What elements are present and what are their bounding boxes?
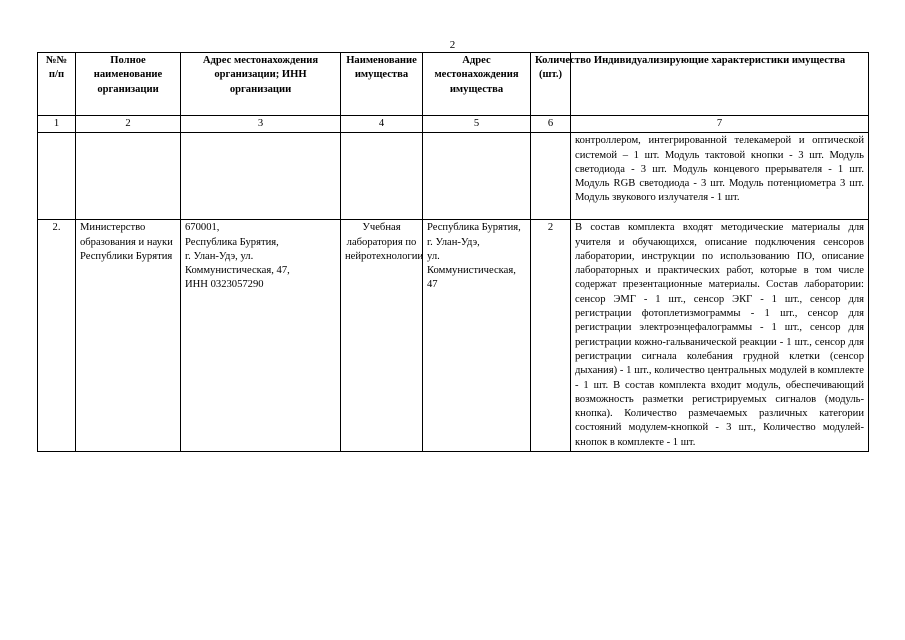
header-org-name: Полное наименование организации bbox=[76, 53, 181, 116]
column-number: 1 bbox=[38, 116, 76, 133]
characteristics-cell: В состав комплекта входят методические материалы для учителя и обучающихся, описание подключения сенсоров лаборатории, инструкции по использованию ПО, описание лабораторных и практических работ, которые в том числе содержат презентационные материалы. Состав лаборатории: сенсор ЭМГ - 1 шт., сенсор ЭКГ - 1 шт., сенсор для регистрации фотоплетизмограммы - 1 шт., сенсор для регистрации электроэнцефалограммы - 1 шт., сенсор для регистрации кожно-гальванической реакции - 1 шт., сенсор для регистрации сигнала колебания грудной клетки (сенсор дыхания) - 1 шт., количество центральных модулей в комплекте - 1 шт. В состав комплекта входит модуль, обеспечивающий возможность разметки регистрируемых сигналов (модуль-кнопка). Количество размечаемых различных категории состояний модулем-кнопкой - 3 шт., Количество модулей-кнопок в комплекте - 1 шт. bbox=[571, 220, 869, 452]
empty-cell bbox=[423, 133, 531, 220]
org-name-cell: Министерство образования и науки Республики Бурятия bbox=[76, 220, 181, 452]
header-row bbox=[38, 53, 869, 116]
org-address-line: 670001, bbox=[185, 222, 220, 234]
quantity-cell: 2 bbox=[531, 220, 571, 452]
header-num: №№ п/п bbox=[38, 53, 76, 116]
table-row-continued bbox=[38, 133, 869, 220]
header-quantity: Количество (шт.) bbox=[531, 53, 571, 116]
header-org-address: Адрес местонахождения организации; ИНН организации bbox=[181, 53, 341, 116]
column-number: 6 bbox=[531, 116, 571, 133]
property-address-line: Республика Бурятия, bbox=[427, 222, 521, 234]
row-number: 2. bbox=[38, 220, 76, 452]
empty-cell bbox=[181, 133, 341, 220]
column-number: 2 bbox=[76, 116, 181, 133]
org-address-line: Республика Бурятия, bbox=[185, 236, 279, 248]
org-address-cell bbox=[181, 220, 341, 452]
property-address-cell bbox=[423, 220, 531, 452]
column-number: 5 bbox=[423, 116, 531, 133]
header-characteristics: Индивидуализирующие характеристики имущества bbox=[571, 53, 869, 116]
characteristics-cell: контроллером, интегрированной телекамерой и оптической системой – 1 шт. Модуль тактовой кнопки - 3 шт. Модуль светодиода - 3 шт. Модуль концевого прерывателя - 1 шт. Модуль RGB светодиода - 3 шт. Модуль потенциометра 3 шт. Модуль звукового излучателя - 1 шт. bbox=[571, 133, 869, 220]
header-property-address: Адрес местонахождения имущества bbox=[423, 53, 531, 116]
table-row bbox=[38, 220, 869, 452]
column-numbers-row bbox=[38, 116, 869, 133]
property-name-cell: Учебная лаборатория по нейротехнологии bbox=[341, 220, 423, 452]
org-address-line: г. Улан-Удэ, ул. Коммунистическая, 47, bbox=[185, 250, 290, 277]
empty-cell bbox=[76, 133, 181, 220]
header-property-name: Наименование имущества bbox=[341, 53, 423, 116]
org-inn-line: ИНН 0323057290 bbox=[185, 279, 264, 291]
column-number: 3 bbox=[181, 116, 341, 133]
column-number: 4 bbox=[341, 116, 423, 133]
empty-cell bbox=[341, 133, 423, 220]
property-address-line: г. Улан-Удэ, bbox=[427, 236, 480, 248]
empty-cell bbox=[531, 133, 571, 220]
empty-cell bbox=[38, 133, 76, 220]
property-address-line: ул. Коммунистическая, 47 bbox=[427, 250, 516, 291]
page-number: 2 bbox=[449, 39, 456, 51]
property-table bbox=[37, 52, 869, 452]
column-number: 7 bbox=[571, 116, 869, 133]
